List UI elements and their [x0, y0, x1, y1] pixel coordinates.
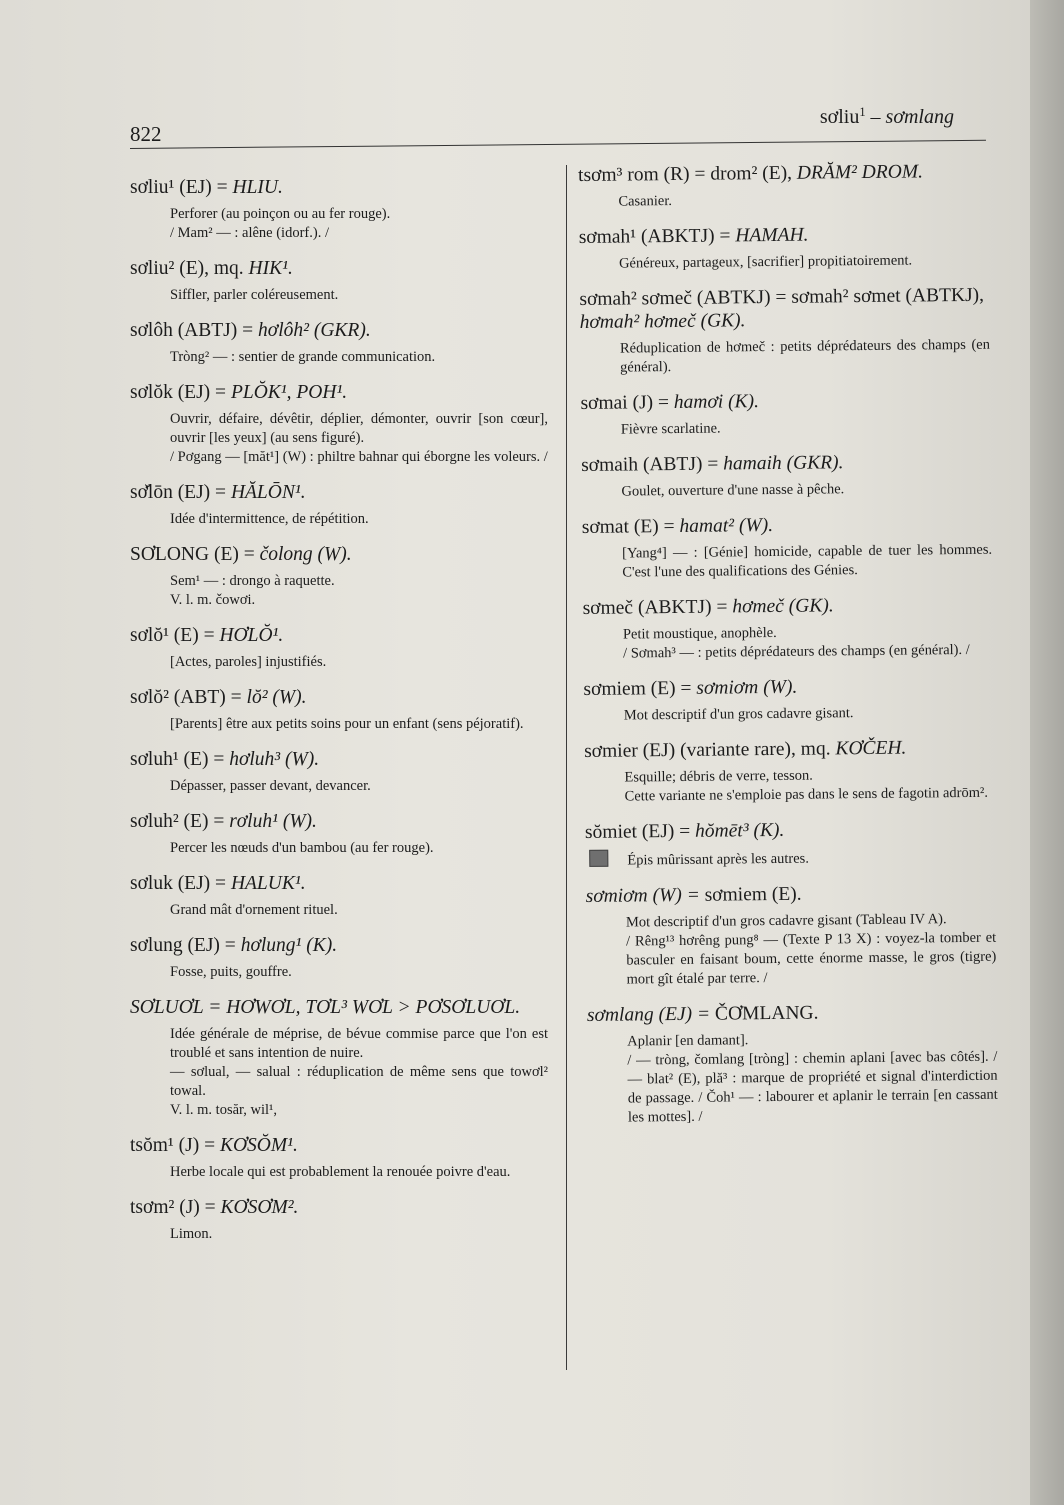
- entry-equiv: sơmiơm (W).: [696, 676, 798, 699]
- entry-headword: SƠLONG (E) = čolong (W).: [130, 544, 352, 565]
- entry-equiv: hamat² (W).: [679, 514, 774, 537]
- entry-definition: Réduplication de hơmeč : petits déprédateurs des champs (en général).: [619, 336, 990, 376]
- entry-somlang: [587, 1000, 998, 1128]
- entry-definition: Ouvrir, défaire, dévêtir, déplier, démonter, ouvrir [son cœur], ouvrir [les yeux] (au sens figuré). / Pơgang — [măt¹] (W) : philtre bahnar qui éborgne les voleurs. /: [170, 411, 548, 465]
- page-number: 822: [130, 122, 162, 146]
- entry-headword: sơlung (EJ) = hơlung¹ (K).: [130, 935, 338, 956]
- entry-headword: sơluh¹ (E) = hơluh³ (W).: [130, 749, 320, 770]
- entry-definition: [Parents] être aux petits soins pour un enfant (sens péjoratif).: [170, 716, 524, 732]
- entry-headword: SƠLUƠL = HƠWƠL, TƠL³ WƠL > PƠSƠLUƠL.: [130, 997, 521, 1018]
- entry-somah1: [579, 222, 989, 274]
- entry-equiv: rơluh¹ (W).: [229, 811, 317, 832]
- entry-definition: Limon.: [170, 1226, 213, 1242]
- entry-soluh1: [130, 748, 548, 796]
- entry-equiv: čolong (W).: [259, 544, 352, 565]
- entry-soluk: [130, 872, 548, 920]
- entry-headword: sơliu² (E), mq. HIK¹.: [130, 258, 293, 279]
- entry-headword: sơmai (J) = hamơi (K).: [580, 391, 760, 414]
- entry-definition: Idée d'intermittence, de répétition.: [170, 511, 369, 527]
- entry-headword: sơmat (E) = hamat² (W).: [581, 514, 774, 538]
- entry-equiv: HALUK¹.: [230, 873, 306, 894]
- entry-definition: Tròng² — : sentier de grande communication.: [170, 349, 436, 365]
- entry-soloh: [130, 319, 548, 367]
- entry-soluh2: [130, 810, 548, 858]
- entry-definition: Petit moustique, anophèle. / Sơmah³ — : petits déprédateurs des champs (en général). /: [622, 624, 970, 662]
- entry-headword: sơmier (EJ) (variante rare), mq. KƠČEH.: [584, 737, 907, 762]
- entry-soluol: [130, 996, 548, 1120]
- entry-equiv: ČƠMLANG.: [714, 1002, 819, 1025]
- entry-definition: Aplanir [en damant]. / — tròng, čomlang [tròng] : chemin aplani [avec bas côtés]. / — blat² (E), plă³ : marque de propriété et signal d'interdiction de passage. / Čoh¹ — : labourer et aplanir le terrain [en cassant les mottes]. /: [627, 1032, 998, 1126]
- entry-headword: tsơm² (J) = KƠSƠM².: [130, 1197, 299, 1218]
- entry-somai: [580, 388, 990, 440]
- entry-definition: Mot descriptif d'un gros cadavre gisant.: [623, 705, 854, 724]
- entry-definition: Fosse, puits, gouffre.: [170, 964, 292, 980]
- entry-equiv: HĂLŌN¹.: [230, 482, 306, 503]
- entry-definition: Grand mât d'ornement rituel.: [170, 902, 338, 918]
- entry-tsom3: [578, 160, 988, 212]
- entry-definition: [Actes, paroles] injustifiés.: [170, 654, 327, 670]
- entry-solung: [130, 934, 548, 982]
- entry-equiv: DRĂM² DROM.: [796, 161, 924, 184]
- entry-headword: sơmiơm (W) = sơmiem (E).: [585, 883, 802, 907]
- entry-definition: Mot descriptif d'un gros cadavre gisant (Tableau IV A). / Rêng¹³ hơrêng pung⁸ — (Texte P 13 X) : voyez-la tomber et basculer en faisant boum, cette énorme masse, le gros (tigre) mort gît étalé par terre. /: [625, 911, 997, 988]
- entry-headword: sơlŏk (EJ) = PLŎK¹, POH¹.: [130, 382, 348, 403]
- entry-somiom: [586, 881, 997, 990]
- entry-tsom1: [130, 1134, 548, 1182]
- entry-equiv: PLŎK¹, POH¹.: [230, 382, 348, 403]
- entry-equiv: hơmeč (GK).: [732, 595, 834, 618]
- entry-headword: sơlŏ¹ (E) = HƠLŎ¹.: [130, 625, 284, 646]
- entry-equiv: HAMAH.: [735, 224, 809, 247]
- entry-headword: sơmeč (ABKTJ) = hơmeč (GK).: [582, 595, 834, 619]
- entry-equiv: HƠWƠL, TƠL³ WƠL > PƠSƠLUƠL.: [226, 997, 521, 1018]
- header-rule: [130, 140, 986, 149]
- entry-equiv: hơlôh² (GKR).: [258, 320, 371, 341]
- entry-headword: sơlôh (ABTJ) = hơlôh² (GKR).: [130, 320, 371, 341]
- entry-soliu2: [130, 257, 548, 305]
- entry-equiv: HIK¹.: [248, 258, 293, 279]
- running-head-sup: 1: [859, 105, 866, 120]
- entry-somiet: [585, 817, 996, 871]
- entry-definition: Épis mûrissant après les autres.: [625, 846, 995, 871]
- entry-equiv: KƠSƠM².: [220, 1197, 299, 1218]
- entry-definition: Généreux, partageux, [sacrifier] propitiatoirement.: [618, 252, 913, 272]
- entry-solok: [130, 381, 548, 467]
- entry-equiv: KƠSŎM¹.: [219, 1135, 298, 1156]
- entry-somat: [582, 512, 993, 583]
- entry-headword: sơliu¹ (EJ) = HLIU.: [130, 177, 283, 198]
- column-divider: [566, 165, 567, 1370]
- entry-definition: Goulet, ouverture d'une nasse à pêche.: [621, 481, 845, 500]
- entry-equiv: hamơi (K).: [673, 391, 760, 414]
- entry-solo2: [130, 686, 548, 734]
- entry-headword: sơ̆lōn (EJ) = HĂLŌN¹.: [130, 482, 306, 503]
- entry-equiv: hơluh³ (W).: [229, 749, 320, 770]
- entry-solong: [130, 543, 548, 610]
- entry-somiem: [583, 674, 993, 726]
- entry-headword: sơmlang (EJ) = ČƠMLANG.: [586, 1002, 819, 1026]
- entry-headword: sơmaih (ABTJ) = hamaih (GKR).: [581, 452, 844, 476]
- entry-equiv: KƠČEH.: [835, 737, 907, 760]
- entry-solon: [130, 481, 548, 529]
- entry-soliu1: [130, 176, 548, 243]
- entry-equiv: lŏ² (W).: [246, 687, 307, 708]
- entry-somec: [583, 593, 994, 664]
- entry-definition: Percer les nœuds d'un bambou (au fer rouge).: [170, 840, 434, 856]
- entry-equiv: hơmah² hơmeč (GK).: [579, 310, 746, 333]
- page-edge: [1030, 0, 1064, 1505]
- entry-definition: Herbe locale qui est probablement la renouée poivre d'eau.: [170, 1164, 511, 1180]
- entry-headword: sŏmiet (EJ) = hŏmēt³ (K).: [584, 819, 785, 843]
- entry-equiv: hơlung¹ (K).: [240, 935, 338, 956]
- illustration-thumbnail-icon: [589, 850, 608, 867]
- entry-headword: tsơm³ rom (R) = drom² (E), DRĂM² DROM.: [578, 161, 924, 186]
- entry-definition: Esquille; débris de verre, tesson. Cette variante ne s'emploie pas dans le sens de fagotin adrōm².: [624, 767, 989, 805]
- entry-headword: tsŏm¹ (J) = KƠSŎM¹.: [130, 1135, 298, 1156]
- left-column: [130, 176, 548, 1244]
- right-column: [578, 160, 998, 1128]
- entry-equiv: HLIU.: [232, 177, 283, 198]
- entry-headword: sơmiem (E) = sơmiơm (W).: [583, 676, 798, 700]
- entry-somah2: [579, 284, 990, 378]
- entry-definition: Sem¹ — : drongo à raquette. V. l. m. čowơi.: [170, 573, 335, 608]
- entry-headword: sơmah² sơmeč (ABTKJ) = sơmah² sơmet (ABTKJ), hơmah² hơmeč (GK).: [579, 284, 985, 333]
- entry-definition: Perforer (au poinçon ou au fer rouge). / Mam² — : alêne (idorf.). /: [170, 206, 391, 241]
- entry-definition: Fièvre scarlatine.: [620, 420, 721, 438]
- entry-equiv: sơmiem (E).: [704, 883, 802, 906]
- entry-tsom2: [130, 1196, 548, 1244]
- running-head-dash: –: [865, 106, 886, 128]
- entry-headword: sơlŏ² (ABT) = lŏ² (W).: [130, 687, 307, 708]
- entry-somier: [584, 736, 995, 807]
- running-head: [820, 106, 954, 129]
- entry-equiv: hamaih (GKR).: [723, 452, 844, 475]
- entry-headword: sơluh² (E) = rơluh¹ (W).: [130, 811, 317, 832]
- entry-solo1: [130, 624, 548, 672]
- entry-equiv: hŏmēt³ (K).: [694, 819, 785, 842]
- entry-equiv: HƠLŎ¹.: [219, 625, 284, 646]
- entry-definition: [Yang⁴] — : [Génie] homicide, capable de tuer les hommes. C'est l'une des qualifications des Génies.: [621, 541, 993, 581]
- running-head-first: sơliu: [819, 106, 860, 128]
- entry-somaih: [581, 450, 991, 502]
- entry-headword: sơmah¹ (ABKTJ) = HAMAH.: [578, 224, 809, 248]
- running-head-last: sơmlang: [885, 106, 954, 128]
- entry-definition: Idée générale de méprise, de bévue commise parce que l'on est troublé et sans intention de nuire. — sơlual, — salual : réduplication de même sens que towơl² towal. V. l. m. tosăr, wil¹,: [170, 1026, 548, 1118]
- entry-definition: Dépasser, passer devant, devancer.: [170, 778, 371, 794]
- entry-headword: sơluk (EJ) = HALUK¹.: [130, 873, 306, 894]
- entry-definition: Casanier.: [618, 193, 673, 210]
- entry-definition: Siffler, parler coléreusement.: [170, 287, 339, 303]
